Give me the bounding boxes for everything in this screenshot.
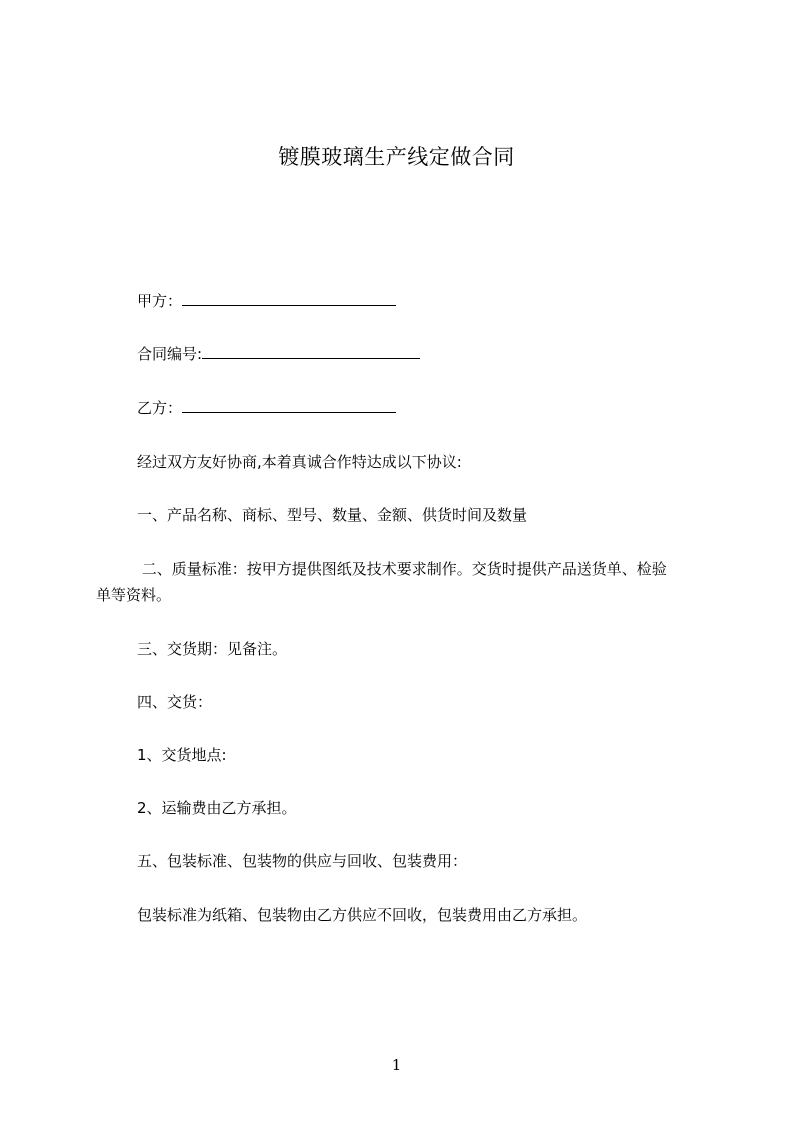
delivery-item-1: 1、交货地点: (137, 746, 227, 764)
section-5-heading: 五、包装标准、包装物的供应与回收、包装费用： (137, 852, 468, 870)
section-2-paragraph (96, 556, 713, 608)
page-number: 1 (391, 1056, 402, 1074)
intro-paragraph: 经过双方友好协商,本着真诚合作特达成以下协议: (137, 453, 462, 471)
packaging-paragraph: 包装标准为纸箱、包装物由乙方供应不回收，包装费用由乙方承担。 (137, 906, 588, 924)
party-a-field (137, 290, 396, 312)
contract-number-label: 合同编号: (137, 345, 203, 363)
document-title: 镀膜玻璃生产线定做合同 (278, 145, 515, 169)
party-b-field (137, 397, 396, 419)
delivery-item-2: 2、运输费由乙方承担。 (137, 799, 297, 817)
section-3-heading: 三、交货期：见备注。 (137, 640, 288, 658)
contract-number-blank (202, 343, 420, 359)
party-a-label: 甲方： (137, 292, 183, 310)
section-2-line-2: 单等资料。 (96, 586, 172, 604)
party-a-blank (182, 290, 396, 306)
section-2-line-1: 二、质量标准：按甲方提供图纸及技术要求制作。交货时提供产品送货单、检验 (137, 560, 667, 578)
party-b-label: 乙方： (137, 399, 183, 417)
contract-number-field (137, 343, 420, 365)
party-b-blank (182, 397, 396, 413)
section-1-heading: 一、产品名称、商标、型号、数量、金额、供货时间及数量 (137, 506, 528, 524)
section-4-heading: 四、交货： (137, 693, 213, 711)
